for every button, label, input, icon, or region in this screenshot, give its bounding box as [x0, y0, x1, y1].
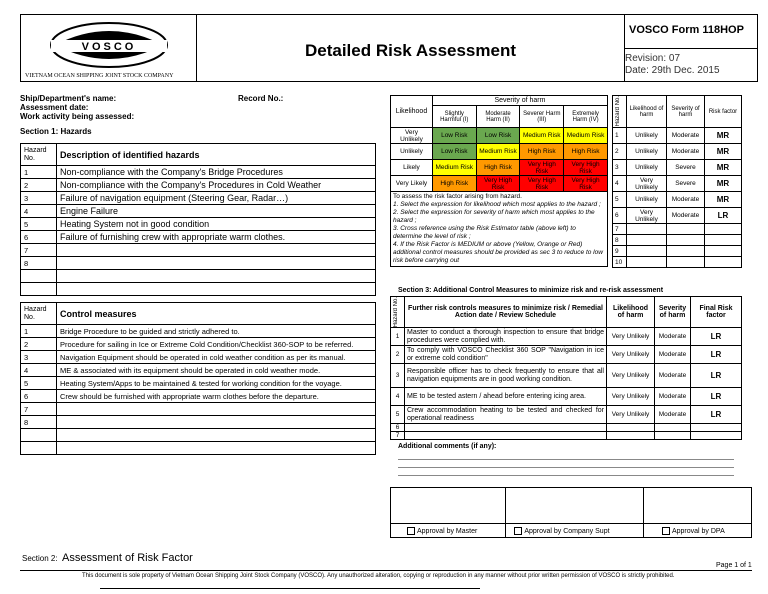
- rf-hazard-no: 3: [613, 160, 627, 176]
- risk-cell: Medium Risk: [520, 128, 564, 144]
- likelihood-label: Likely: [391, 160, 433, 176]
- rf-severity: Moderate: [667, 128, 705, 144]
- s3-severity-header: Severity of harm: [655, 297, 691, 328]
- table-row: [613, 224, 742, 235]
- matrix-row: [391, 144, 608, 160]
- comment-line: [398, 475, 734, 476]
- table-row: [613, 128, 742, 144]
- revision: Revision: 07: [625, 53, 681, 64]
- s3-hazard-header: Hazard No.: [393, 297, 399, 328]
- rf-likelihood: [627, 257, 667, 268]
- rf-risk: MR: [705, 128, 742, 144]
- approval-table: [390, 487, 752, 538]
- rf-likelihood: [627, 235, 667, 246]
- table-row: [21, 325, 376, 338]
- rf-hazard-no: 1: [613, 128, 627, 144]
- s3-hazard-no: 4: [391, 388, 405, 406]
- s3-action: [405, 424, 607, 432]
- risk-cell: Very High Risk: [564, 160, 608, 176]
- footer-line: [100, 588, 480, 589]
- rf-severity-header: Severity of harm: [667, 96, 705, 128]
- table-row: [613, 176, 742, 192]
- rf-hazard-no: 4: [613, 176, 627, 192]
- s3-severity: Moderate: [655, 346, 691, 364]
- comment-line: [398, 459, 734, 460]
- likelihood-label: Unlikely: [391, 144, 433, 160]
- controls-table: [20, 302, 376, 455]
- rf-severity: [667, 235, 705, 246]
- rf-risk: MR: [705, 144, 742, 160]
- hazard-no: 1: [21, 166, 57, 179]
- s3-final-risk: LR: [691, 346, 742, 364]
- form-info: [625, 15, 757, 81]
- hazard-desc: Failure of furnishing crew with appropriate warm clothes.: [57, 231, 376, 244]
- rf-hazard-no: 8: [613, 235, 627, 246]
- table-row: [21, 364, 376, 377]
- control-desc: Navigation Equipment should be operated in cold weather condition as per its manual.: [57, 351, 376, 364]
- rf-hazard-no: 5: [613, 192, 627, 208]
- approval-master[interactable]: Approval by Master: [391, 524, 506, 538]
- footer-divider: [20, 570, 752, 571]
- assessment-date-label: Assessment date:: [20, 103, 89, 112]
- hazard-desc: Non-compliance with the Company's Bridge Procedures: [57, 166, 376, 179]
- rf-risk-header: Risk factor: [705, 96, 742, 128]
- rf-hazard-no: 10: [613, 257, 627, 268]
- matrix-row: [391, 176, 608, 192]
- table-row: [21, 416, 376, 429]
- hazard-desc: Engine Failure: [57, 205, 376, 218]
- rf-likelihood: Very Unlikely: [627, 208, 667, 224]
- rf-likelihood: Unlikely: [627, 128, 667, 144]
- s3-action: Crew accommodation heating to be tested and checked for operational readiness: [405, 406, 607, 424]
- table-row: [391, 388, 742, 406]
- rf-severity: Moderate: [667, 144, 705, 160]
- table-row: [21, 166, 376, 179]
- table-row: [391, 346, 742, 364]
- s3-likelihood: Very Unlikely: [607, 328, 655, 346]
- control-desc: Procedure for sailing in Ice or Extreme Cold Condition/Checklist 360-SOP to be referred.: [57, 338, 376, 351]
- rf-hazard-no: 7: [613, 224, 627, 235]
- s3-severity: Moderate: [655, 406, 691, 424]
- table-row: [21, 192, 376, 205]
- page-number: Page 1 of 1: [716, 562, 752, 569]
- disclaimer: This document is sole property of Vietnam Ocean Shipping Joint Stock Company (VOSCO). Any unauthorized alteration, copying or reproduction in any manner without prior written permission of VOSCO is strictly prohibited.: [82, 573, 675, 579]
- control-desc: [57, 442, 376, 455]
- risk-cell: Very High Risk: [564, 176, 608, 192]
- rf-severity: Severe: [667, 176, 705, 192]
- table-row: [21, 403, 376, 416]
- risk-cell: High Risk: [564, 144, 608, 160]
- table-row: [21, 338, 376, 351]
- risk-cell: High Risk: [432, 176, 476, 192]
- checkbox-icon[interactable]: [407, 527, 415, 535]
- table-row: [21, 231, 376, 244]
- risk-cell: High Risk: [520, 144, 564, 160]
- hazard-no: 7: [21, 244, 57, 257]
- table-row: [21, 429, 376, 442]
- table-row: [613, 144, 742, 160]
- logo-cell: [21, 15, 197, 81]
- control-no: [21, 442, 57, 455]
- risk-cell: Low Risk: [476, 128, 520, 144]
- hazard-desc: [57, 283, 376, 296]
- section2-title: Section 2: Assessment of Risk Factor: [22, 552, 193, 564]
- risk-cell: Medium Risk: [432, 160, 476, 176]
- hazard-desc-header: Description of identified hazards: [57, 144, 376, 166]
- control-no: 5: [21, 377, 57, 390]
- hazard-no: 4: [21, 205, 57, 218]
- likelihood-header: Likelihood: [391, 96, 433, 128]
- severity-col-header: Extremely Harm (IV): [564, 106, 608, 128]
- matrix-row: [391, 128, 608, 144]
- table-row: [21, 257, 376, 270]
- hazards-table: [20, 143, 376, 296]
- s3-action: Responsible officer has to check frequently to ensure that all navigation equipments are in good working condition.: [405, 364, 607, 388]
- risk-cell: High Risk: [476, 160, 520, 176]
- s3-hazard-no: 7: [391, 432, 405, 440]
- comment-line: [398, 467, 734, 468]
- rf-risk: MR: [705, 176, 742, 192]
- control-desc: Bridge Procedure to be guided and strictly adhered to.: [57, 325, 376, 338]
- s3-final-risk: [691, 424, 742, 432]
- control-no: 6: [21, 390, 57, 403]
- s3-severity: [655, 432, 691, 440]
- severity-col-header: Slightly Harmful (I): [432, 106, 476, 128]
- hazard-desc: Heating System not in good condition: [57, 218, 376, 231]
- vosco-logo: [21, 15, 197, 71]
- rf-hazard-no: 6: [613, 208, 627, 224]
- rf-severity: [667, 246, 705, 257]
- rf-risk: [705, 246, 742, 257]
- checkbox-icon[interactable]: [662, 527, 670, 535]
- hazard-no: 5: [21, 218, 57, 231]
- hazard-no: 3: [21, 192, 57, 205]
- s3-action: Master to conduct a thorough inspection to ensure that bridge procedures were complied with.: [405, 328, 607, 346]
- control-desc-header: Control measures: [57, 303, 376, 325]
- table-row: [613, 235, 742, 246]
- hazard-no-header: Hazard No.: [21, 144, 57, 166]
- s3-final-risk: LR: [691, 328, 742, 346]
- rf-risk: MR: [705, 160, 742, 176]
- table-row: [21, 390, 376, 403]
- table-row: [391, 364, 742, 388]
- control-desc: [57, 416, 376, 429]
- hazard-desc: [57, 244, 376, 257]
- table-row: [391, 328, 742, 346]
- s3-action: To comply with VOSCO Checklist 360 SOP "Navigation in ice or extreme cold condition": [405, 346, 607, 364]
- table-row: [21, 270, 376, 283]
- risk-cell: Very High Risk: [520, 176, 564, 192]
- table-row: [21, 351, 376, 364]
- rf-likelihood: Unlikely: [627, 192, 667, 208]
- rf-likelihood: [627, 246, 667, 257]
- comments-label: Additional comments (if any):: [398, 443, 497, 450]
- table-row: [391, 406, 742, 424]
- rf-severity: [667, 257, 705, 268]
- table-row: [21, 442, 376, 455]
- s3-likelihood: Very Unlikely: [607, 346, 655, 364]
- section3-table: [390, 296, 742, 440]
- matrix-row: [391, 160, 608, 176]
- rf-likelihood: [627, 224, 667, 235]
- hazard-desc: [57, 257, 376, 270]
- control-no: 1: [21, 325, 57, 338]
- control-desc: [57, 429, 376, 442]
- s3-final-risk: LR: [691, 406, 742, 424]
- rf-severity: Moderate: [667, 208, 705, 224]
- ship-label: Ship/Department's name:: [20, 94, 117, 103]
- approval-dpa[interactable]: Approval by DPA: [643, 524, 751, 538]
- section3-title: Section 3: Additional Control Measures to minimize risk and re-risk assessment: [398, 287, 664, 294]
- s3-likelihood: Very Unlikely: [607, 406, 655, 424]
- s3-severity: [655, 424, 691, 432]
- table-row: [613, 160, 742, 176]
- rf-hazard-no: 2: [613, 144, 627, 160]
- risk-cell: Medium Risk: [564, 128, 608, 144]
- risk-factor-table: [612, 95, 742, 268]
- s3-likelihood: Very Unlikely: [607, 388, 655, 406]
- rf-likelihood-header: Likelihood of harm: [627, 96, 667, 128]
- approval-supt[interactable]: Approval by Company Supt: [506, 524, 644, 538]
- control-no: 2: [21, 338, 57, 351]
- risk-matrix: [390, 95, 608, 267]
- control-no: [21, 429, 57, 442]
- risk-cell: Medium Risk: [476, 144, 520, 160]
- control-no-header: Hazard No.: [21, 303, 57, 325]
- date: Date: 29th Dec. 2015: [625, 65, 720, 76]
- section1-title: Section 1: Hazards: [20, 127, 92, 136]
- s3-final-risk: LR: [691, 364, 742, 388]
- control-desc: Crew should be furnished with appropriate warm clothes before the departure.: [57, 390, 376, 403]
- matrix-notes: To assess the risk factor arising from hazard. 1. Select the expression for likelihood which most applies to the hazard ; 2. Select the expression for severity of harm which most applies to the hazard ; 3. Cross reference using the Risk Estimator table (above left) to determine the level of risk ; 4. If the Risk Factor is MEDIUM or above (Yellow, Orange or Red) additional control measures should be provided as sec 3 to reduce to low risk before carrying out: [391, 192, 608, 267]
- hazard-desc: Failure of navigation equipment (Steering Gear, Radar…): [57, 192, 376, 205]
- s3-severity: Moderate: [655, 328, 691, 346]
- rf-likelihood: Very Unlikely: [627, 176, 667, 192]
- rf-severity: [667, 224, 705, 235]
- hazard-no: 8: [21, 257, 57, 270]
- checkbox-icon[interactable]: [514, 527, 522, 535]
- rf-risk: [705, 257, 742, 268]
- document-header: [20, 14, 758, 82]
- s3-likelihood: [607, 424, 655, 432]
- rf-risk: MR: [705, 192, 742, 208]
- severity-col-header: Moderate Harm (II): [476, 106, 520, 128]
- control-no: 3: [21, 351, 57, 364]
- s3-likelihood: [607, 432, 655, 440]
- rf-severity: Severe: [667, 160, 705, 176]
- table-row: [21, 244, 376, 257]
- rf-hazard-no: 9: [613, 246, 627, 257]
- table-row: [21, 218, 376, 231]
- s3-severity: Moderate: [655, 364, 691, 388]
- s3-likelihood: Very Unlikely: [607, 364, 655, 388]
- hazard-desc: [57, 270, 376, 283]
- control-no: 8: [21, 416, 57, 429]
- hazard-no: [21, 283, 57, 296]
- table-row: [613, 208, 742, 224]
- s3-hazard-no: 5: [391, 406, 405, 424]
- page-title: Detailed Risk Assessment: [197, 15, 625, 81]
- table-row: [613, 192, 742, 208]
- control-desc: [57, 403, 376, 416]
- info-block: [20, 94, 134, 121]
- rf-severity: Moderate: [667, 192, 705, 208]
- table-row: [391, 424, 742, 432]
- hazard-desc: Non-compliance with the Company's Procedures in Cold Weather: [57, 179, 376, 192]
- s3-hazard-no: 3: [391, 364, 405, 388]
- record-label: Record No.:: [238, 94, 284, 103]
- s3-action-header: Further risk controls measures to minimize risk / Remedial Action date / Review Schedule: [405, 297, 607, 328]
- hazard-no: 2: [21, 179, 57, 192]
- s3-hazard-no: 1: [391, 328, 405, 346]
- table-row: [21, 179, 376, 192]
- risk-cell: Low Risk: [432, 144, 476, 160]
- rf-likelihood: Unlikely: [627, 144, 667, 160]
- svg-text:VOSCO: VOSCO: [81, 41, 137, 53]
- risk-cell: Very High Risk: [476, 176, 520, 192]
- likelihood-label: Very Likely: [391, 176, 433, 192]
- s3-likelihood-header: Likelihood of harm: [607, 297, 655, 328]
- s3-hazard-no: 2: [391, 346, 405, 364]
- s3-action: ME to be tested astern / ahead before entering icing area.: [405, 388, 607, 406]
- hazard-no: [21, 270, 57, 283]
- control-no: 4: [21, 364, 57, 377]
- rf-risk: [705, 224, 742, 235]
- company-name: VIETNAM OCEAN SHIPPING JOINT STOCK COMPANY: [25, 73, 174, 79]
- s3-final-header: Final Risk factor: [691, 297, 742, 328]
- table-row: [21, 283, 376, 296]
- severity-col-header: Severer Harm (III): [520, 106, 564, 128]
- risk-cell: Very High Risk: [520, 160, 564, 176]
- risk-cell: Low Risk: [432, 128, 476, 144]
- form-number: VOSCO Form 118HOP: [625, 15, 757, 49]
- table-row: [613, 257, 742, 268]
- control-no: 7: [21, 403, 57, 416]
- table-row: [613, 246, 742, 257]
- rf-hazard-header: Hazard No.: [615, 96, 621, 127]
- table-row: [21, 205, 376, 218]
- control-desc: Heating System/Apps to be maintained & tested for working condition for the voyage.: [57, 377, 376, 390]
- rf-risk: LR: [705, 208, 742, 224]
- s3-hazard-no: 6: [391, 424, 405, 432]
- likelihood-label: Very Unlikely: [391, 128, 433, 144]
- s3-final-risk: LR: [691, 388, 742, 406]
- rf-likelihood: Unlikely: [627, 160, 667, 176]
- severity-header: Severity of harm: [432, 96, 607, 106]
- s3-action: [405, 432, 607, 440]
- rf-risk: [705, 235, 742, 246]
- work-activity-label: Work activity being assessed:: [20, 112, 135, 121]
- table-row: [21, 377, 376, 390]
- hazard-no: 6: [21, 231, 57, 244]
- s3-final-risk: [691, 432, 742, 440]
- control-desc: ME & associated with its equipment should be operated in cold weather mode.: [57, 364, 376, 377]
- table-row: [391, 432, 742, 440]
- s3-severity: Moderate: [655, 388, 691, 406]
